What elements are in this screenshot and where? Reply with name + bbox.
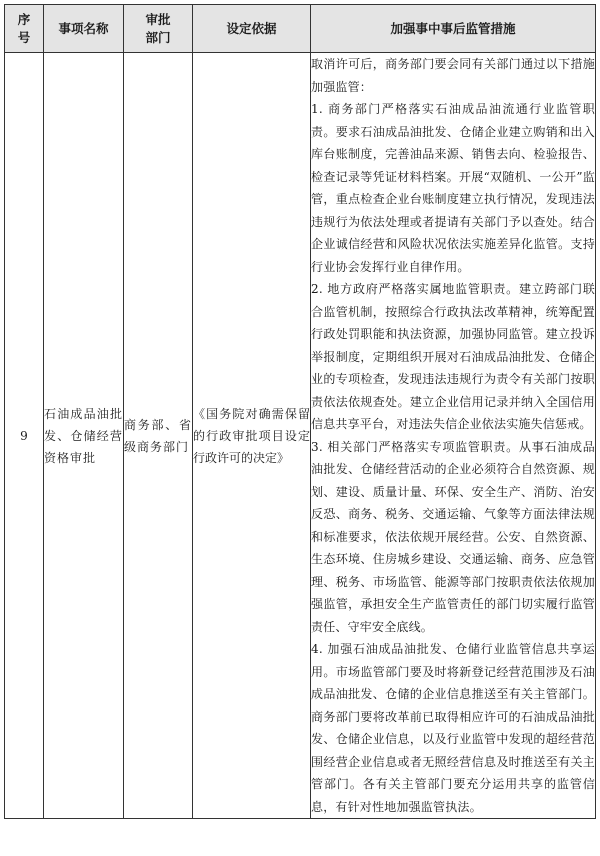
row-item-name bbox=[44, 53, 124, 819]
row-legal-basis bbox=[193, 53, 311, 819]
row-serial-number bbox=[5, 53, 44, 819]
table-header-row bbox=[5, 5, 596, 53]
header-serial-number-text: 序号 bbox=[17, 11, 31, 45]
measures-item-2: 2. 地方政府严格落实属地监管职责。建立跨部门联合监管机制，按照综合行政执法改革精神，统筹配置行政处罚职能和执法资源，加强协同监管。建立投诉举报制度，定期组织开展对石油成品油批发、仓储企业的专项检查，发现违法违规行为责令有关部门按职责依法依规查处。建立企业信用记录并纳入全国信用信息共享平台，对违法失信企业依法实施失信惩戒。 bbox=[311, 282, 595, 431]
header-approval-dept bbox=[124, 5, 193, 53]
header-legal-basis-text: 设定依据 bbox=[226, 20, 277, 36]
measures-intro: 取消许可后，商务部门要会同有关部门通过以下措施加强监管： bbox=[311, 57, 595, 94]
row-approval-dept bbox=[124, 53, 193, 819]
header-supervision-measures-text: 加强事中事后监管措施 bbox=[390, 20, 516, 36]
table-row bbox=[5, 53, 596, 819]
header-serial-number bbox=[5, 5, 44, 53]
header-item-name bbox=[44, 5, 124, 53]
header-item-name-text: 事项名称 bbox=[58, 20, 109, 36]
regulation-table bbox=[4, 4, 596, 819]
measures-item-4: 4. 加强石油成品油批发、仓储行业监管信息共享运用。市场监管部门要及时将新登记经营范围涉及石油成品油批发、仓储的企业信息推送至有关主管部门。商务部门要将改革前已取得相应许可的石油成品油批发、仓储企业信息，以及行业监管中发现的超经营范围经营企业信息或者无照经营信息及时推送至有关主管部门。各有关主管部门要充分运用共享的监管信息，有针对性地加强监管执法。 bbox=[311, 642, 595, 814]
header-approval-dept-text: 审批部门 bbox=[145, 11, 171, 45]
row-supervision-measures bbox=[311, 53, 596, 819]
measures-item-3: 3. 相关部门严格落实专项监管职责。从事石油成品油批发、仓储经营活动的企业必须符合自然资源、规划、建设、质量计量、环保、安全生产、消防、治安反恐、商务、税务、交通运输、气象等方面法律法规和标准要求，依法依规开展经营。公安、自然资源、生态环境、住房城乡建设、交通运输、商务、应急管理、税务、市场监管、能源等部门按职责依法依规加强监管，承担安全生产监管责任的部门切实履行监管责任、守牢安全底线。 bbox=[311, 439, 595, 634]
row-item-name-text: 石油成品油批发、仓储经营资格审批 bbox=[44, 406, 123, 465]
measures-item-1: 1. 商务部门严格落实石油成品油流通行业监管职责。要求石油成品油批发、仓储企业建立购销和出入库台账制度，完善油品来源、销售去向、检验报告、检查记录等凭证材料档案。开展“双随机、一公开”监管，重点检查企业台账制度建立执行情况，发现违法违规行为依法处理或者提请有关部门予以查处。结合企业诚信经营和风险状况依法实施差异化监管。支持行业协会发挥行业自律作用。 bbox=[311, 102, 595, 274]
header-legal-basis bbox=[193, 5, 311, 53]
header-supervision-measures bbox=[311, 5, 596, 53]
row-serial-number-text: 9 bbox=[20, 428, 28, 443]
row-legal-basis-text: 《国务院对确需保留的行政审批项目设定行政许可的决定》 bbox=[193, 406, 310, 465]
row-approval-dept-text: 商务部、省级商务部门 bbox=[124, 417, 192, 454]
